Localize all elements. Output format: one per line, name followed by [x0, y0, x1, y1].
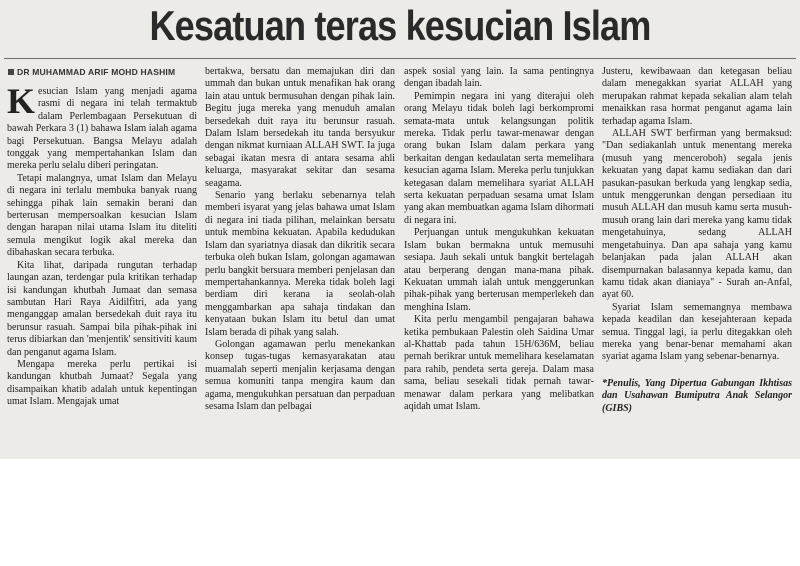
drop-cap: K	[7, 86, 36, 121]
article-headline: Kesatuan teras kesucian Islam	[149, 2, 651, 49]
paragraph: Kita perlu mengambil pengajaran bahawa ketika pembukaan Palestin oleh Saidina Umar al-Khattab pada tahun 15H/636M, beliau pernah berikrar untuk memelihara keselamatan para rahib, pendeta serta gereja. Dalam masa sama, beliau sesekali tidak pernah tawar-menawar dalam perkara yang melibatkan aqidah umat Islam.	[404, 314, 594, 412]
paragraph: Kita lihat, daripada rungutan terhadap laungan azan, terdengar pula kritikan terhadap isi kandungan khutbah Jumaat dan semasa sambutan Hari Raya Aidilfitri, ada yang menganggap amalan bersedekah duit raya itu berunsur rasuah. Sampai bila pihak-pihak ini terus dibiarkan dan 'menjentik' sensitiviti kaum dan penganut agama Islam.	[7, 259, 197, 358]
author-footnote: *Penulis, Yang Dipertua Gabungan Ikhtisas dan Usahawan Bumiputra Anak Selangor (GIBS)	[602, 377, 792, 414]
byline	[8, 67, 175, 77]
paragraph: ALLAH SWT berfirman yang bermaksud: "Dan sediakanlah untuk menentang mereka (musuh yang menceroboh) segala jenis kekuatan yang dapat kamu sediakan dan dari pasukan-pasukan berkuda yang lengkap sedia, untuk menggerunkan dengan persediaan itu musuh ALLAH dan musuh kamu serta musuh-musuh orang lain dari mereka yang kamu tidak mengetahuinya, sedang ALLAH mengetahuinya. Dan apa sahaja yang kamu belanjakan pada jalan ALLAH akan disempurnakan balasannya kepada kamu, dan kamu tidak akan dianiaya" - Surah an-Anfal, ayat 60.	[602, 128, 792, 301]
paragraph: Tetapi malangnya, umat Islam dan Melayu di negara ini terlalu membuka banyak ruang sehingga pihak lain semakin berani dan berterusan mempersoalkan kesucian Islam dengan harapan nilai utama Islam itu diteliti semula mengikut logik akal mereka dan dibahaskan secara terbuka.	[7, 172, 197, 259]
paragraph: Perjuangan untuk mengukuhkan kekuatan Islam bukan bermakna untuk memusuhi sesiapa. Jauh sekali untuk bangkit bertelagah atau berperang dengan mana-mana pihak. Kekuatan ummah ialah untuk menggerunkan pihak-pihak yang berterusan memperlekeh dan menghina Islam.	[404, 227, 594, 313]
article-column-1	[7, 86, 197, 456]
paragraph-text: esucian Islam yang menjadi agama rasmi di negara ini telah termaktub dalam Perlembagaan Persekutuan di bawah Perkara 3 (1) bahawa Islam ialah agama bagi Persekutuan. Bangsa Melayu adalah tonggak yang mempertahankan Islam dan mereka perlu selalu diberi peringatan.	[7, 86, 197, 172]
paragraph: Justeru, kewibawaan dan ketegasan beliau dalam menegakkan syariat ALLAH yang merupakan rahmat kepada sekalian alam telah menaikkan rasa hormat penganut agama lain terhadap agama Islam.	[602, 66, 792, 127]
paragraph	[7, 86, 197, 173]
paragraph: Senario yang berlaku sebenarnya telah memberi isyarat yang jelas bahawa umat Islam di negara ini tiada pilihan, melainkan bersatu untuk membina kekuatan. Apabila kedudukan Islam dan syariatnya diasak dan dikritik secara terbuka oleh bukan Islam, golongan agamawan perlu bangkit bersuara memberi penjelasan dan mempertahankannya. Mereka tidak boleh lagi berdiam diri kerana ia seolah-olah menggambarkan apa sahaja tindakan dan kenyataan bukan Islam itu betul dan umat Islam berada di pihak yang salah.	[205, 190, 395, 338]
paragraph: Syariat Islam sememangnya membawa kepada keadilan dan kesejahteraan kepada semua. Tinggal lagi, ia perlu ditegakkan oleh mereka yang benar-benar memahami akan syariat agama Islam yang sebenar-benarnya.	[602, 301, 792, 363]
paragraph: Golongan agamawan perlu menekankan konsep tugas-tugas kemasyarakatan atau muamalah seperti menjalin kerjasama dengan semua komuniti tanpa mengira kaum dan agama, mengukuhkan persatuan dan perpaduan sesama Islam dan pelbagai	[205, 338, 395, 412]
byline-square-icon	[8, 69, 14, 75]
article-column-4	[602, 66, 792, 459]
paragraph: Mengapa mereka perlu pertikai isi kandungan khutbah Jumaat? Segala yang disampaikan khatib adalah untuk kepentingan umat Islam. Mengajak umat	[7, 358, 197, 408]
paragraph: bertakwa, bersatu dan memajukan diri dan ummah dan bukan untuk menafikan hak orang lain atau untuk bermusuhan dengan pihak lain. Begitu juga mereka yang menuduh amalan bersedekah duit raya itu berunsur rasuah. Dalam Islam bersedekah itu tanda bersyukur dengan nikmat kurniaan ALLAH SWT. Ia juga sebagai ikatan mesra di antara sesama ahli keluarga, masyarakat sekitar dan sesama seagama.	[205, 66, 395, 189]
headline-divider	[4, 58, 796, 59]
byline-author: DR MUHAMMAD ARIF MOHD HASHIM	[17, 67, 176, 77]
paragraph: aspek sosial yang lain. Ia sama pentingnya dengan ibadah lain.	[404, 66, 594, 90]
article-column-2	[205, 66, 395, 459]
article-column-3	[404, 66, 594, 459]
paragraph: Pemimpin negara ini yang diterajui oleh orang Melayu tidak boleh lagi berkompromi semata-mata untuk kelangsungan politik mereka. Tidak perlu tawar-menawar dengan orang bukan Islam dalam perkara yang berkaitan dengan kedaulatan serta memelihara kesucian agama Islam. Mereka perlu tunjukkan ketegasan dalam memelihara syariat ALLAH serta kekuatan perpaduan sesama umat Islam yang akan membuatkan agama Islam dihormati di negara ini.	[404, 90, 594, 226]
